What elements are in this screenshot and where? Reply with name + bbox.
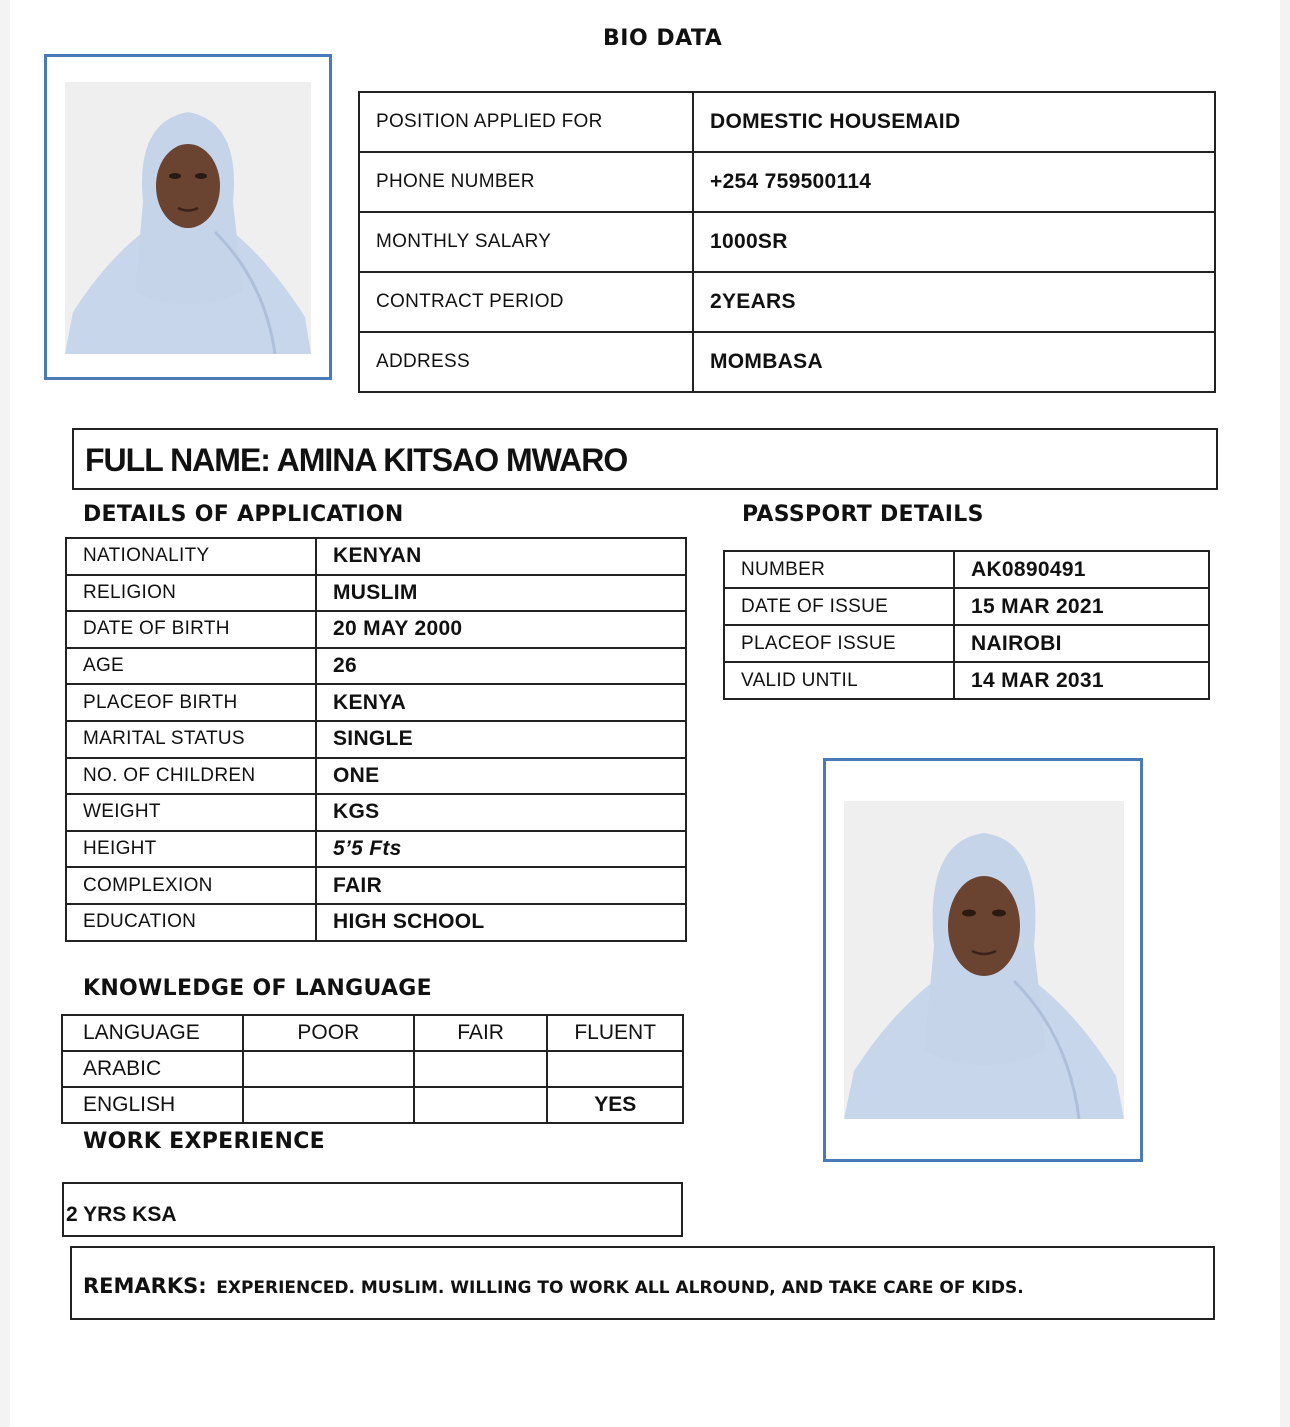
applicant-photo <box>65 82 311 354</box>
detail-row <box>66 831 686 868</box>
passport-row <box>724 588 1209 625</box>
passport-label: NUMBER <box>724 551 954 588</box>
full-name: FULL NAME: AMINA KITSAO MWARO <box>85 442 628 478</box>
detail-row <box>66 904 686 941</box>
detail-label: RELIGION <box>66 575 316 612</box>
detail-row <box>66 867 686 904</box>
top-table-row <box>359 152 1215 212</box>
language-cell-name: ARABIC <box>62 1051 243 1087</box>
full-name-box <box>72 428 1218 490</box>
detail-row <box>66 611 686 648</box>
detail-label: DATE OF BIRTH <box>66 611 316 648</box>
detail-label: PLACEOF BIRTH <box>66 684 316 721</box>
work-heading: WORK EXPERIENCE <box>83 1129 325 1154</box>
passport-row <box>724 662 1209 699</box>
language-cell-fair <box>414 1087 548 1123</box>
language-cell-poor <box>243 1087 414 1123</box>
language-row <box>62 1087 683 1123</box>
photo-frame-bottom <box>823 758 1143 1162</box>
details-table <box>65 537 687 942</box>
language-cell-fluent <box>547 1051 683 1087</box>
detail-value: KENYA <box>316 684 686 721</box>
detail-value: 26 <box>316 648 686 685</box>
top-table-value: 2YEARS <box>693 272 1215 332</box>
top-table-row <box>359 92 1215 152</box>
details-heading: DETAILS OF APPLICATION <box>83 502 404 527</box>
top-table-value: MOMBASA <box>693 332 1215 392</box>
language-header-cell: FLUENT <box>547 1015 683 1051</box>
detail-value: HIGH SCHOOL <box>316 904 686 941</box>
passport-value: 15 MAR 2021 <box>954 588 1209 625</box>
passport-value: NAIROBI <box>954 625 1209 662</box>
top-table-row <box>359 212 1215 272</box>
detail-row <box>66 721 686 758</box>
passport-value: 14 MAR 2031 <box>954 662 1209 699</box>
top-table-value: DOMESTIC HOUSEMAID <box>693 92 1215 152</box>
language-cell-name: ENGLISH <box>62 1087 243 1123</box>
language-row <box>62 1051 683 1087</box>
detail-row <box>66 538 686 575</box>
top-table-row <box>359 272 1215 332</box>
detail-row <box>66 648 686 685</box>
detail-label: AGE <box>66 648 316 685</box>
passport-value: AK0890491 <box>954 551 1209 588</box>
passport-label: DATE OF ISSUE <box>724 588 954 625</box>
top-table-value: 1000SR <box>693 212 1215 272</box>
language-cell-poor <box>243 1051 414 1087</box>
remarks-box <box>70 1246 1215 1320</box>
language-header-cell: LANGUAGE <box>62 1015 243 1051</box>
detail-value: 20 MAY 2000 <box>316 611 686 648</box>
work-experience: 2 YRS KSA <box>66 1203 177 1226</box>
top-table-label: ADDRESS <box>359 332 693 392</box>
detail-label: HEIGHT <box>66 831 316 868</box>
detail-row <box>66 575 686 612</box>
language-header-row <box>62 1015 683 1051</box>
language-cell-fair <box>414 1051 548 1087</box>
top-table-value: +254 759500114 <box>693 152 1215 212</box>
language-header-cell: FAIR <box>414 1015 548 1051</box>
detail-label: NATIONALITY <box>66 538 316 575</box>
passport-label: PLACEOF ISSUE <box>724 625 954 662</box>
detail-label: WEIGHT <box>66 794 316 831</box>
passport-table <box>723 550 1210 700</box>
remarks-label: REMARKS: <box>83 1274 207 1298</box>
detail-row <box>66 684 686 721</box>
detail-value: KENYAN <box>316 538 686 575</box>
detail-label: NO. OF CHILDREN <box>66 758 316 795</box>
top-table-label: POSITION APPLIED FOR <box>359 92 693 152</box>
detail-value: 5’5 Fts <box>316 831 686 868</box>
detail-value: MUSLIM <box>316 575 686 612</box>
language-heading: KNOWLEDGE OF LANGUAGE <box>83 976 432 1001</box>
detail-value: FAIR <box>316 867 686 904</box>
top-table-label: MONTHLY SALARY <box>359 212 693 272</box>
language-header-cell: POOR <box>243 1015 414 1051</box>
remarks <box>83 1274 1024 1298</box>
detail-value: KGS <box>316 794 686 831</box>
top-table-row <box>359 332 1215 392</box>
language-table <box>61 1014 684 1124</box>
detail-row <box>66 758 686 795</box>
passport-label: VALID UNTIL <box>724 662 954 699</box>
detail-value: SINGLE <box>316 721 686 758</box>
detail-label: MARITAL STATUS <box>66 721 316 758</box>
detail-label: COMPLEXION <box>66 867 316 904</box>
detail-label: EDUCATION <box>66 904 316 941</box>
language-cell-fluent: YES <box>547 1087 683 1123</box>
passport-row <box>724 625 1209 662</box>
passport-heading: PASSPORT DETAILS <box>742 502 984 527</box>
detail-value: ONE <box>316 758 686 795</box>
page-title: BIO DATA <box>603 26 723 51</box>
applicant-photo-2 <box>844 801 1124 1119</box>
remarks-text: EXPERIENCED. MUSLIM. WILLING TO WORK ALL ALROUND, AND TAKE CARE OF KIDS. <box>216 1278 1024 1298</box>
detail-row <box>66 794 686 831</box>
top-table-label: CONTRACT PERIOD <box>359 272 693 332</box>
top-table-label: PHONE NUMBER <box>359 152 693 212</box>
passport-row <box>724 551 1209 588</box>
bio-data-sheet <box>10 0 1280 1427</box>
top-info-table <box>358 91 1216 393</box>
work-experience-box <box>62 1182 683 1237</box>
photo-frame-top <box>44 54 332 380</box>
